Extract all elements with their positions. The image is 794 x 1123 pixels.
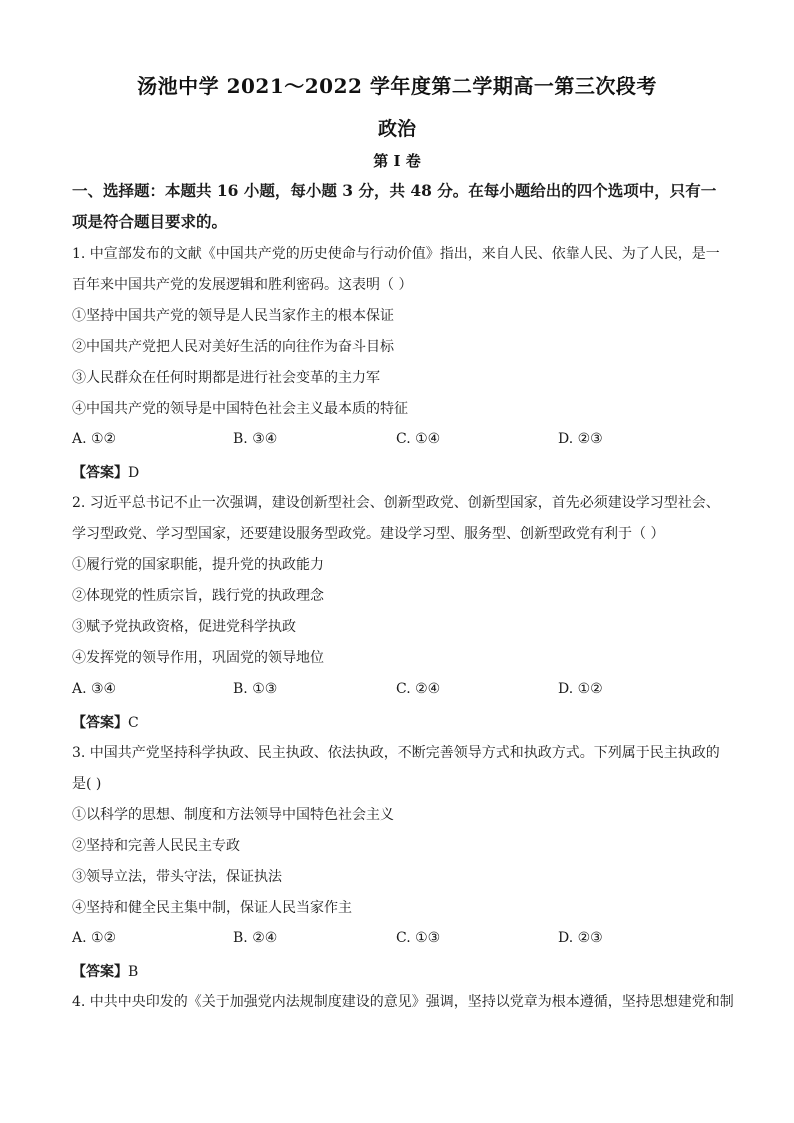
q2-option-c: C. ②④ <box>396 681 441 697</box>
q2-item-4: ④发挥党的领导作用，巩固党的领导地位 <box>72 650 324 666</box>
q3-option-d: D. ②③ <box>558 930 603 946</box>
q3-answer-label: 【答案】 <box>72 964 128 980</box>
q3-item-4: ④坚持和健全民主集中制，保证人民当家作主 <box>72 900 352 916</box>
q1-option-b: B. ③④ <box>233 431 278 447</box>
q1-item-1: ①坚持中国共产党的领导是人民当家作主的根本保证 <box>72 308 394 324</box>
q2-answer <box>72 712 139 732</box>
q2-item-3: ③赋予党执政资格，促进党科学执政 <box>72 619 296 635</box>
q2-item-1: ①履行党的国家职能，提升党的执政能力 <box>72 557 324 573</box>
section-instructions-line2: 项是符合题目要求的。 <box>72 212 228 231</box>
q1-stem-line2: 百年来中国共产党的发展逻辑和胜利密码。这表明（ ） <box>72 277 413 293</box>
q2-option-d: D. ①② <box>558 681 603 697</box>
q2-option-b: B. ①③ <box>233 681 278 697</box>
q3-item-3: ③领导立法，带头守法，保证执法 <box>72 869 282 885</box>
q3-option-a: A. ①② <box>72 930 117 946</box>
q1-answer-value: D <box>128 465 140 481</box>
volume-title: 第 I 卷 <box>373 152 421 170</box>
q1-answer-label: 【答案】 <box>72 465 128 481</box>
q3-item-2: ②坚持和完善人民民主专政 <box>72 838 240 854</box>
q1-item-2: ②中国共产党把人民对美好生活的向往作为奋斗目标 <box>72 339 394 355</box>
q1-option-d: D. ②③ <box>558 431 603 447</box>
q1-option-a: A. ①② <box>72 431 117 447</box>
q2-option-a: A. ③④ <box>72 681 117 697</box>
q1-item-4: ④中国共产党的领导是中国特色社会主义最本质的特征 <box>72 401 408 417</box>
q2-answer-label: 【答案】 <box>72 715 128 731</box>
q1-item-3: ③人民群众在任何时期都是进行社会变革的主力军 <box>72 370 380 386</box>
q4-stem-line1: 4. 中共中央印发的《关于加强党内法规制度建设的意见》强调，坚持以党章为根本遵循，坚持思想建党和制 <box>72 994 734 1010</box>
q1-answer <box>72 462 139 482</box>
section-instructions-line1: 一、选择题：本题共 16 小题，每小题 3 分，共 48 分。在每小题给出的四个选项中，只有一 <box>72 181 717 200</box>
q3-stem-line1: 3. 中国共产党坚持科学执政、民主执政、依法执政，不断完善领导方式和执政方式。下列属于民主执政的 <box>72 745 720 761</box>
q3-option-c: C. ①③ <box>396 930 441 946</box>
q3-option-b: B. ②④ <box>233 930 278 946</box>
subject-title: 政治 <box>377 118 416 140</box>
q1-stem-line1: 1. 中宣部发布的文献《中国共产党的历史使命与行动价值》指出，来自人民、依靠人民、为了人民，是一 <box>72 246 720 262</box>
q3-answer <box>72 961 138 981</box>
q3-item-1: ①以科学的思想、制度和方法领导中国特色社会主义 <box>72 807 394 823</box>
q3-answer-value: B <box>128 964 139 980</box>
q2-stem-line2: 学习型政党、学习型国家，还要建设服务型政党。建设学习型、服务型、创新型政党有利于（ ） <box>72 526 665 542</box>
q2-answer-value: C <box>128 715 139 731</box>
q2-stem-line1: 2. 习近平总书记不止一次强调，建设创新型社会、创新型政党、创新型国家，首先必须建设学习型社会、 <box>72 495 720 511</box>
q1-option-c: C. ①④ <box>396 431 441 447</box>
q3-stem-line2: 是( ) <box>72 776 102 792</box>
q2-item-2: ②体现党的性质宗旨，践行党的执政理念 <box>72 588 324 604</box>
exam-title: 汤池中学 2021～2022 学年度第二学期高一第三次段考 <box>137 74 657 98</box>
